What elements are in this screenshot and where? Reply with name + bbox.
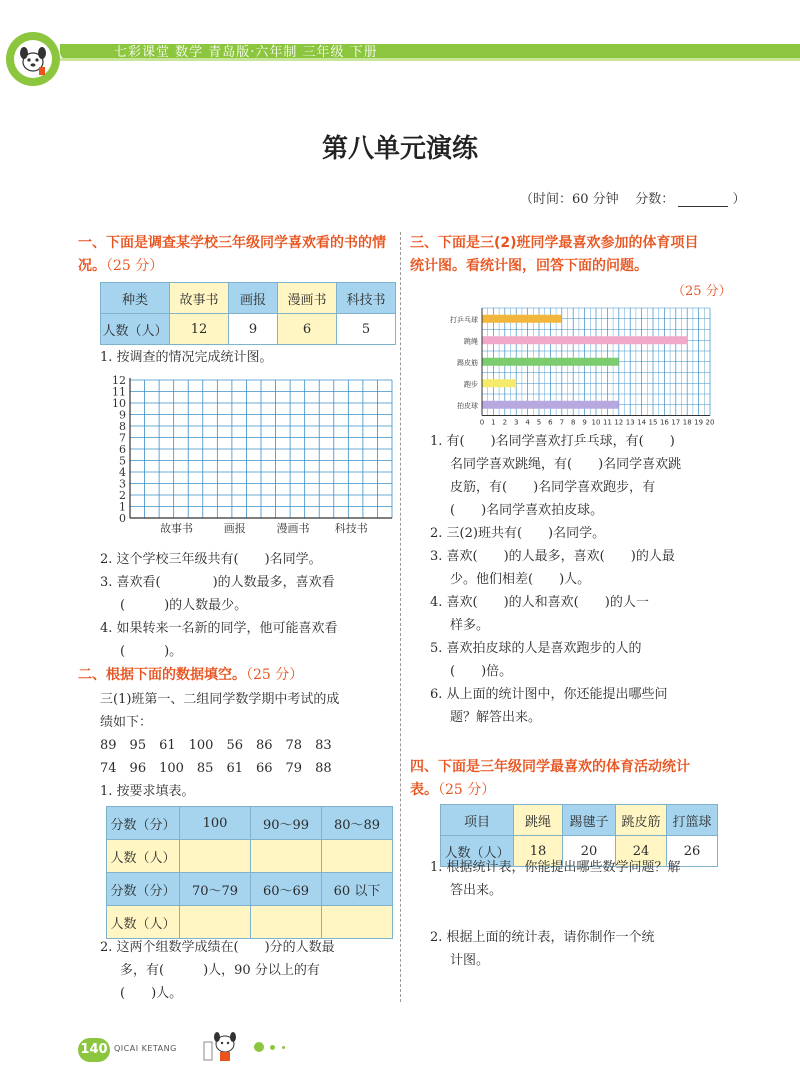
bar [482,315,562,323]
people-input-cell[interactable] [180,840,251,873]
activities-table-header: 人数（人） [441,836,514,867]
books-table-header: 种类 [101,283,170,314]
category-label: 打乒乓球 [450,315,478,324]
books-table-wrap [100,282,396,345]
y-tick-label: 11 [112,385,126,399]
scores-table-wrap [106,806,393,939]
section-4-heading: 四、下面是三年级同学最喜欢的体育活动统计 [410,759,690,775]
mascot-icon [14,40,52,78]
books-table [100,282,396,345]
s3-q1: 1. 有( )名同学喜欢打乒乓球，有( ) [430,434,675,449]
x-tick-label: 20 [705,418,715,427]
s3-q3-cont: 少。他们相差( )人。 [450,572,591,587]
books-count: 12 [170,314,229,345]
s3-q5: 5. 喜欢拍皮球的人是喜欢跑步的人的 [430,641,642,656]
x-tick-label: 2 [502,418,508,427]
footer-brand: QICAI KETANG [114,1044,177,1053]
x-tick-label: 9 [582,418,587,427]
people-input-cell[interactable] [251,840,322,873]
s1-q4: 4. 如果转来一名新的同学，他可能喜欢看 [100,621,338,636]
x-category-label: 科技书 [334,522,368,535]
s2-q1: 1. 按要求填表。 [100,784,195,799]
header-bar [0,38,800,68]
section-2-heading: 二、根据下面的数据填空。（25 分） [78,667,304,683]
books-count: 5 [337,314,396,345]
score-range: 60～69 [251,873,322,906]
section-3-heading: 三、下面是三(2)班同学最喜欢参加的体育项目 [410,235,699,251]
activities-table-header: 项目 [441,805,514,836]
score-range: 100 [180,807,251,840]
s2-scores-row: 74 96 100 85 61 66 79 88 [100,761,332,776]
footer-dot [254,1042,264,1052]
section-2-points: （25 分） [246,667,304,683]
section-1 [78,232,396,278]
score-range: 70～79 [180,873,251,906]
x-tick-label: 13 [625,418,635,427]
people-input-cell[interactable] [251,906,322,939]
section-1-points: （25 分） [106,258,164,274]
header-text: 七彩课堂 数学 青岛版·六年制 三年级 下册 [114,45,378,60]
y-tick-label: 12 [112,374,126,387]
x-tick-label: 3 [513,418,519,427]
score-blank[interactable] [678,194,728,207]
section-4-heading-cont: 表。（25 分） [410,782,496,798]
section-1-heading: 一、下面是调查某学校三年级同学喜欢看的书的情况。（25 分） [78,235,386,274]
y-tick-label: 5 [119,454,126,468]
y-tick-label: 8 [119,420,126,433]
page-title: 第八单元演练 [321,134,478,164]
s3-q4: 4. 喜欢( )的人和喜欢( )的人一 [430,595,649,610]
s3-q1-cont: 名同学喜欢跳绳，有( )名同学喜欢跳 [450,457,682,472]
category-label: 跑步 [464,380,478,389]
people-input-cell[interactable] [322,906,393,939]
books-grid-svg [104,376,394,546]
page-number: 140 [78,1038,110,1062]
time-label: （时间：60 分钟 [520,192,619,207]
y-tick-label: 4 [119,466,126,479]
x-category-label: 画报 [223,522,246,535]
bar [482,336,687,344]
x-tick-label: 10 [591,418,601,427]
score-range: 90～99 [251,807,322,840]
time-close: ） [732,192,746,207]
s3-q1-cont: 皮筋，有( )名同学喜欢跑步，有 [450,480,656,495]
x-tick-label: 6 [548,418,553,427]
x-tick-label: 5 [536,418,542,427]
s3-q6: 6. 从上面的统计图中，你还能提出哪些问 [430,687,668,702]
books-category: 漫画书 [278,283,337,314]
books-category: 科技书 [337,283,396,314]
x-tick-label: 4 [525,418,530,427]
bar [482,401,619,409]
x-tick-label: 0 [479,418,485,427]
x-tick-label: 17 [671,418,681,427]
x-tick-label: 16 [659,418,669,427]
people-input-cell[interactable] [322,840,393,873]
s4-q2: 2. 根据上面的统计表，请你制作一个统 [430,930,655,945]
x-tick-label: 1 [491,418,496,427]
activity-name: 跳绳 [514,805,563,836]
x-tick-label: 12 [614,418,624,427]
activity-count: 26 [667,836,718,867]
books-count: 6 [278,314,337,345]
people-label: 人数（人） [107,840,180,873]
section-3 [410,232,730,278]
footer-dot [282,1046,285,1049]
s1-q3: 3. 喜欢看( )的人数最多，喜欢看 [100,575,335,590]
s1-q3-cont: ( )的人数最少。 [120,598,248,613]
s3-q1-cont: ( )名同学喜欢拍皮球。 [450,503,604,518]
s4-q1: 1. 根据统计表，你能提出哪些数学问题？解 [430,860,681,875]
x-tick-label: 19 [694,418,704,427]
s3-q5-cont: ( )倍。 [450,664,513,679]
activity-name: 踢毽子 [563,805,616,836]
books-count: 9 [229,314,278,345]
books-table-header: 人数（人） [101,314,170,345]
x-tick-label: 8 [570,418,576,427]
category-label: 拍皮球 [457,401,478,410]
score-label: 分数： [635,192,675,207]
category-label: 踢皮筋 [457,358,478,367]
books-category: 故事书 [170,283,229,314]
time-score-line [520,188,746,207]
activity-count: 20 [563,836,616,867]
x-category-label: 故事书 [160,522,194,535]
scores-label: 分数（分） [107,807,180,840]
s2-q2-cont: ( )人。 [120,986,183,1001]
s2-q2-cont: 多，有( )人，90 分以上的有 [120,963,320,978]
s2-scores-row: 89 95 61 100 56 86 78 83 [100,738,332,753]
sports-chart-svg [420,302,720,427]
y-tick-label: 10 [112,397,126,410]
s3-q3: 3. 喜欢( )的人最多，喜欢( )的人最 [430,549,675,564]
x-tick-label: 11 [602,418,612,427]
y-tick-label: 6 [119,443,126,456]
activity-count: 18 [514,836,563,867]
s2-q2: 2. 这两个组数学成绩在( )分的人数最 [100,940,335,955]
footer-dot [270,1045,275,1050]
books-category: 画报 [229,283,278,314]
s1-q2: 2. 这个学校三年级共有( )名同学。 [100,552,322,567]
s3-q2: 2. 三(2)班共有( )名同学。 [430,526,606,541]
footer-mascot-icon [200,1028,250,1068]
column-divider [400,232,401,1002]
x-tick-label: 15 [648,418,658,427]
scores-label: 分数（分） [107,873,180,906]
s3-q4-cont: 样多。 [450,618,490,633]
y-tick-label: 7 [119,431,126,445]
section-3-points: （25 分） [672,284,732,299]
books-grid-chart[interactable] [104,376,394,550]
y-tick-label: 1 [119,500,126,514]
activity-name: 打篮球 [667,805,718,836]
s4-q2-cont: 计图。 [450,953,490,968]
section-4-points: （25 分） [438,782,496,798]
s3-q6-cont: 题？解答出来。 [450,710,542,725]
s2-intro-cont: 绩如下： [100,715,153,730]
s4-q1-cont: 答出来。 [450,883,503,898]
s1-q1: 1. 按调查的情况完成统计图。 [100,350,273,365]
bar [482,358,619,366]
x-tick-label: 14 [637,418,647,427]
category-label: 跳绳 [464,337,478,346]
section-3-heading-cont: 统计图。看统计图，回答下面的问题。 [410,258,648,274]
y-tick-label: 3 [119,477,126,491]
s1-q4-cont: ( )。 [120,644,183,659]
people-label: 人数（人） [107,906,180,939]
bar [482,379,516,387]
x-category-label: 漫画书 [276,522,310,535]
activity-name: 跳皮筋 [616,805,667,836]
s2-intro: 三(1)班第一、二组同学数学期中考试的成 [100,692,340,707]
y-tick-label: 9 [119,408,126,422]
section-2 [78,664,396,687]
score-range: 80～89 [322,807,393,840]
scores-table [106,806,393,939]
sports-bar-chart [420,302,720,427]
people-input-cell[interactable] [180,906,251,939]
activity-count: 24 [616,836,667,867]
x-tick-label: 18 [682,418,692,427]
y-tick-label: 0 [119,512,126,525]
x-tick-label: 7 [559,418,565,427]
section-4 [410,756,730,802]
score-range: 60 以下 [322,873,393,906]
y-tick-label: 2 [119,489,126,502]
